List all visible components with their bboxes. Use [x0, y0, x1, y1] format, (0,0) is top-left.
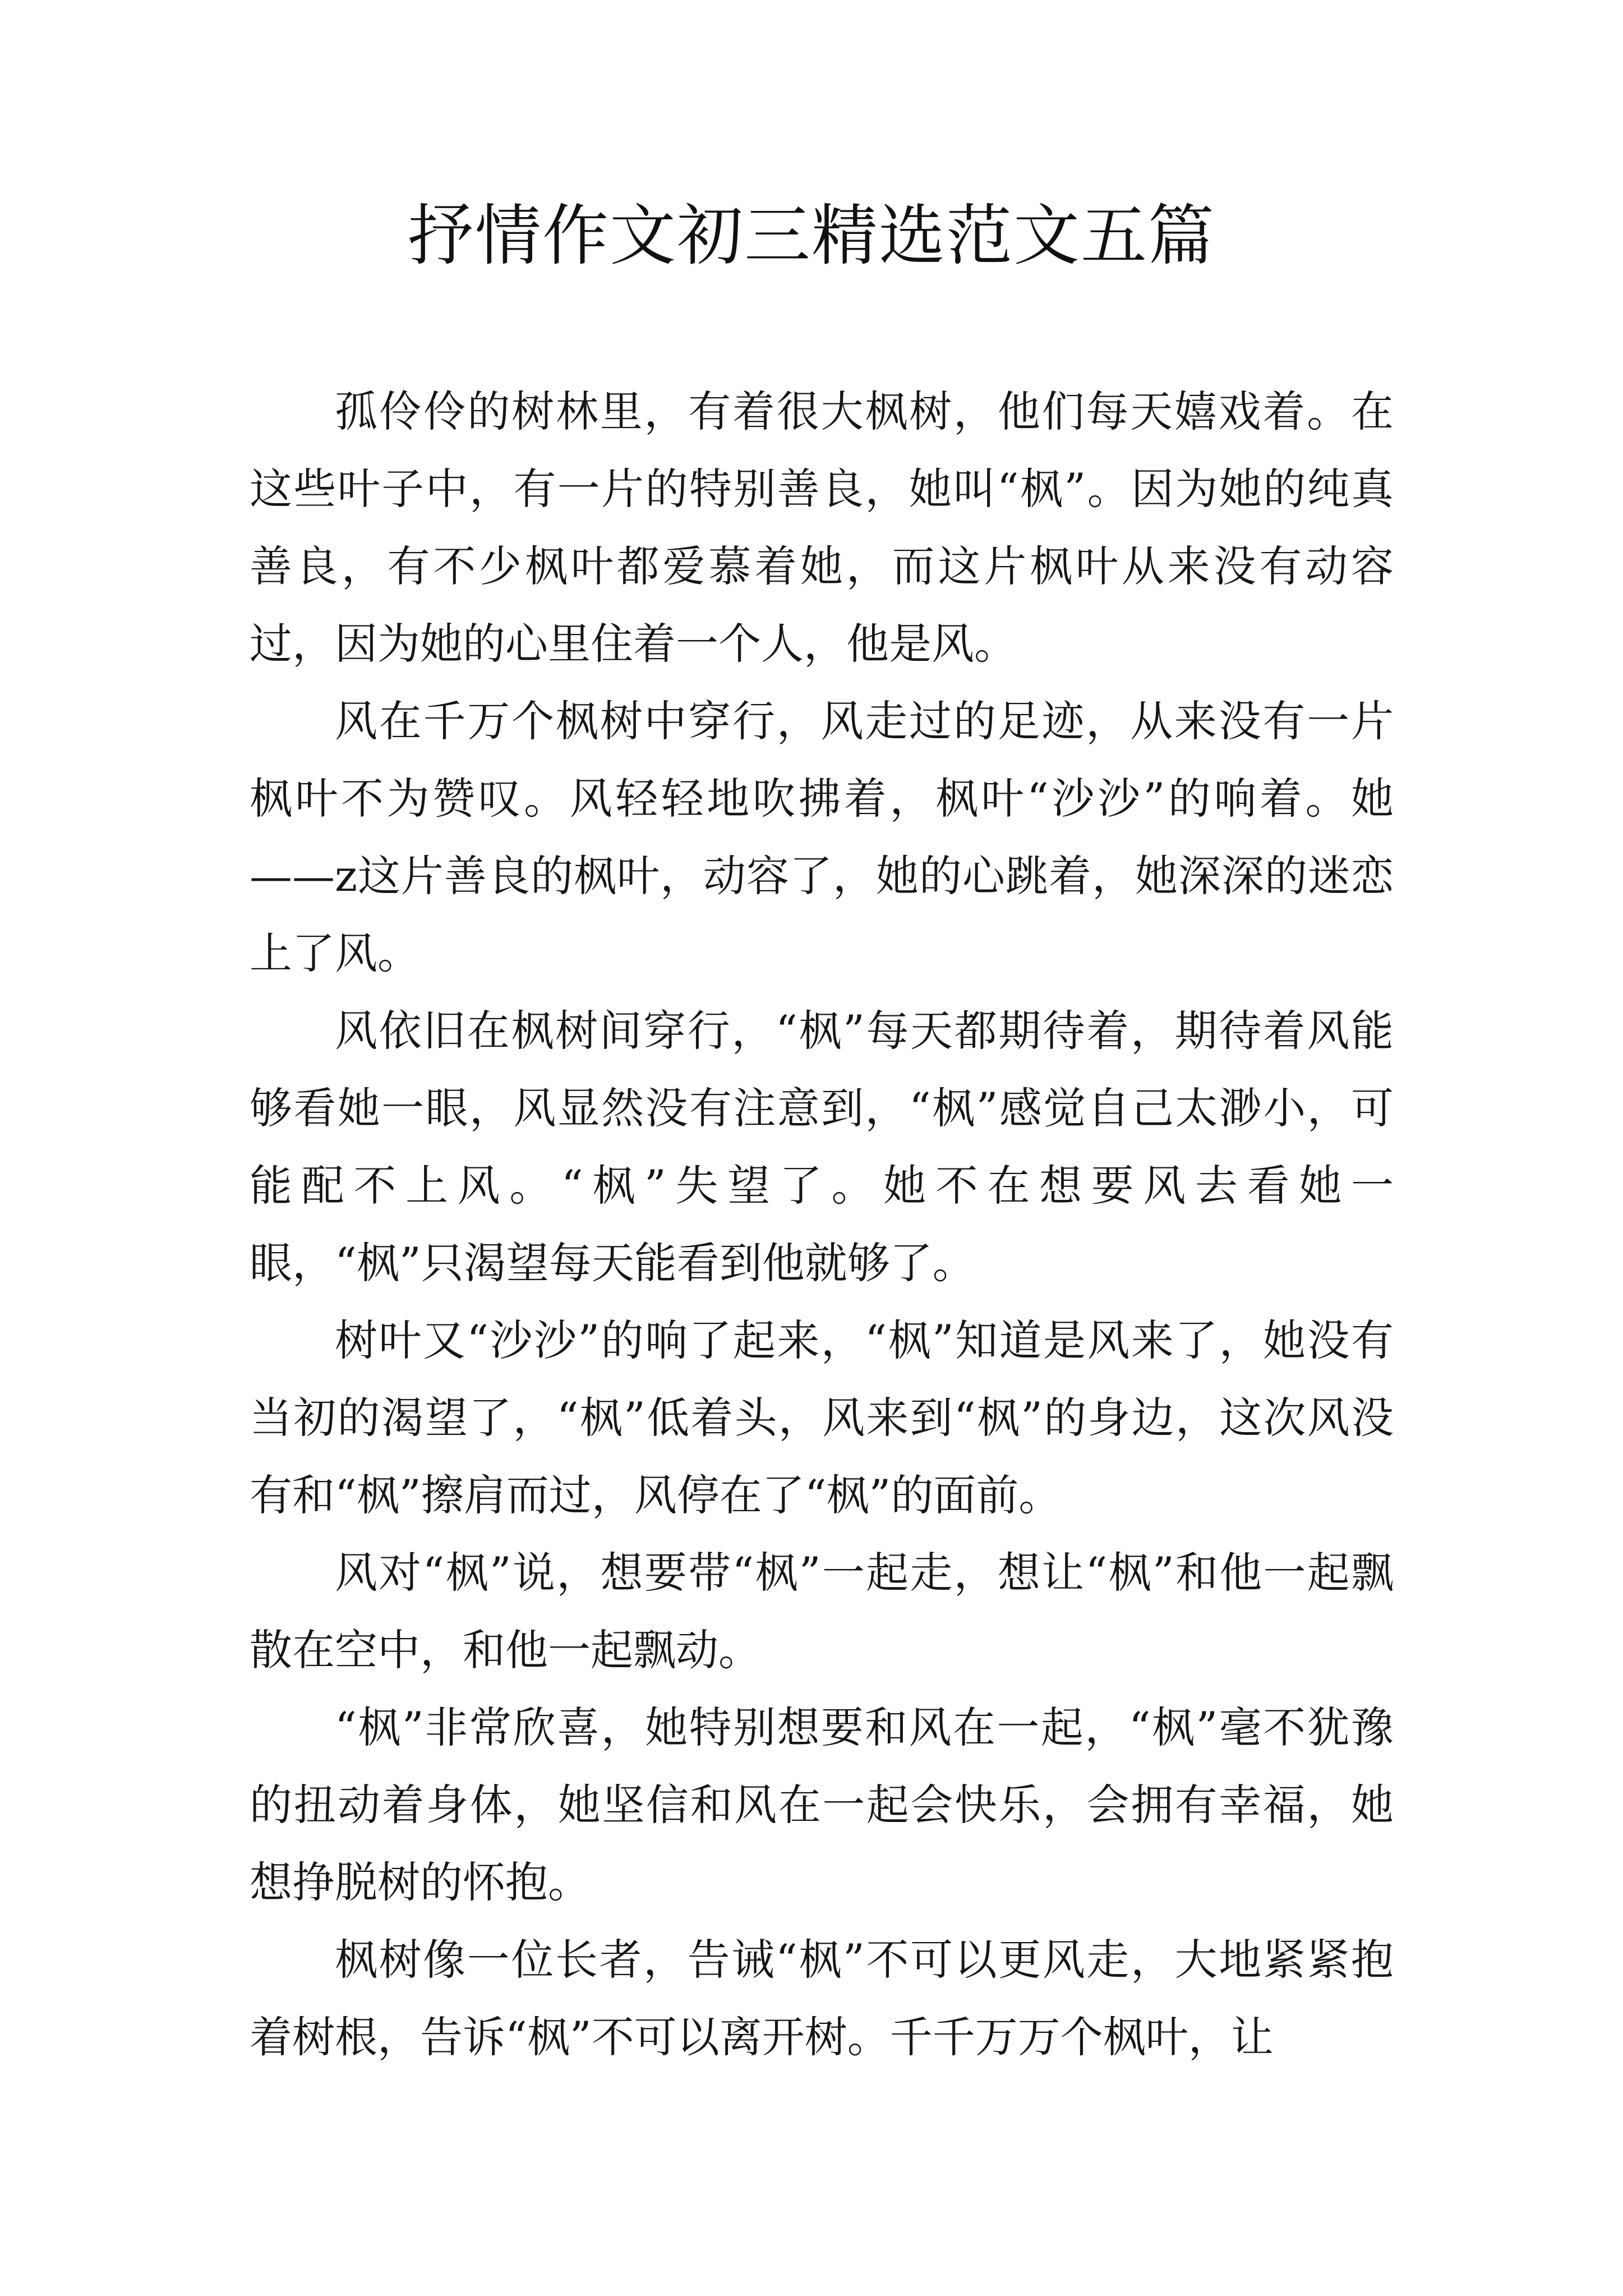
- body-paragraph: 枫树像一位长者，告诫“枫”不可以更风走，大地紧紧抱着树根，告诉“枫”不可以离开树。千千万万个枫叶，让: [250, 1935, 1394, 2062]
- body-paragraph: 树叶又“沙沙”的响了起来，“枫”知道是风来了，她没有当初的渴望了，“枫”低着头，风来到“枫”的身边，这次风没有和“枫”擦肩而过，风停在了“枫”的面前。: [250, 1315, 1394, 1520]
- body-paragraph: 孤伶伶的树林里，有着很大枫树，他们每天嬉戏着。在这些叶子中，有一片的特别善良，她叫“枫”。因为她的纯真善良，有不少枫叶都爱慕着她，而这片枫叶从来没有动容过，因为她的心里住着一个人，他是风。: [250, 386, 1394, 669]
- document-title: 抒情作文初三精选范文五篇: [407, 197, 1215, 274]
- body-paragraph: 风对“枫”说，想要带“枫”一起走，想让“枫”和他一起飘散在空中，和他一起飘动。: [250, 1548, 1394, 1675]
- document-body: [250, 373, 1394, 2076]
- body-paragraph: 风在千万个枫树中穿行，风走过的足迹，从来没有一片枫叶不为赞叹。风轻轻地吹拂着，枫叶“沙沙”的响着。她——z这片善良的枫叶，动容了，她的心跳着，她深深的迷恋上了风。: [250, 696, 1394, 978]
- body-paragraph: 风依旧在枫树间穿行，“枫”每天都期待着，期待着风能够看她一眼，风显然没有注意到，“枫”感觉自己太渺小，可能配不上风。“枫”失望了。她不在想要风去看她一眼，“枫”只渴望每天能看到他就够了。: [250, 1006, 1394, 1288]
- body-paragraph: “枫”非常欣喜，她特别想要和风在一起，“枫”毫不犹豫的扭动着身体，她坚信和风在一起会快乐，会拥有幸福，她想挣脱树的怀抱。: [250, 1703, 1394, 1907]
